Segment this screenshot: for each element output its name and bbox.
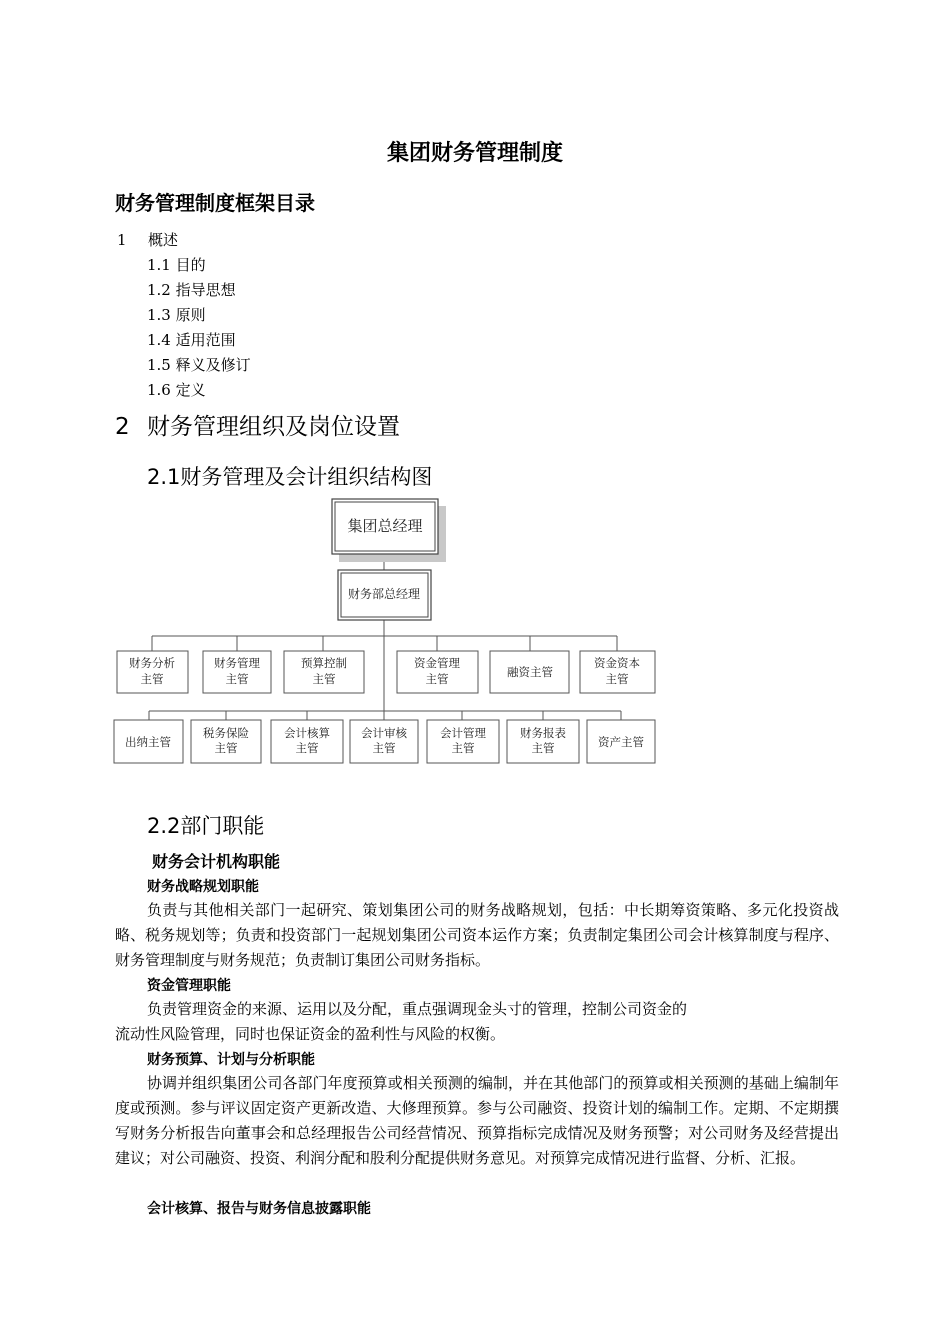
- ceo-label: 集团总经理: [347, 517, 423, 535]
- toc-item: 1.1 目的: [147, 256, 206, 274]
- toc-section-1-label: 概述: [148, 231, 179, 249]
- org-box-label: 资金资本: [594, 656, 640, 670]
- capital-line-1: 负责管理资金的来源、运用以及分配，重点强调现金头寸的管理，控制公司资金的: [147, 1000, 688, 1018]
- toc-item: 1.6 定义: [147, 381, 206, 399]
- org-box-label: 主管: [451, 741, 475, 755]
- org-box-label: 财务报表: [520, 726, 566, 740]
- toc-item: 1.5 释义及修订: [147, 356, 251, 374]
- toc-heading: 财务管理制度框架目录: [115, 191, 315, 215]
- org-box-label: 主管: [295, 741, 319, 755]
- org-box-label: 主管: [605, 672, 629, 686]
- section-2-label: 财务管理组织及岗位设置: [147, 414, 400, 440]
- org-box-label: 会计管理: [440, 726, 486, 740]
- org-box-label: 会计审核: [361, 726, 407, 740]
- org-box-label: 主管: [372, 741, 396, 755]
- dept-functions-heading: 财务会计机构职能: [152, 852, 281, 871]
- capital-line-2: 流动性风险管理，同时也保证资金的盈利性与风险的权衡。: [115, 1025, 506, 1043]
- toc-item: 1.3 原则: [147, 306, 206, 324]
- accounting-title: 会计核算、报告与财务信息披露职能: [147, 1201, 371, 1217]
- capital-title: 资金管理职能: [147, 978, 231, 994]
- toc-item: 1.4 适用范围: [147, 331, 236, 349]
- org-box-label: 税务保险: [203, 726, 249, 740]
- org-box-label: 主管: [214, 741, 238, 755]
- strategy-title: 财务战略规划职能: [147, 879, 259, 895]
- org-box-label: 会计核算: [284, 726, 330, 740]
- capital-paragraph: [115, 997, 839, 1047]
- toc-section-1-number: 1: [117, 231, 127, 249]
- budget-title: 财务预算、计划与分析职能: [147, 1052, 315, 1068]
- org-box-label: 资产主管: [598, 735, 644, 749]
- section-2-2-heading: 2.2部门职能: [147, 814, 265, 838]
- org-box-label: 预算控制: [301, 656, 347, 670]
- org-box-label: 融资主管: [507, 665, 553, 679]
- toc-item: 1.2 指导思想: [147, 281, 236, 299]
- org-box-label: 财务分析: [129, 656, 175, 670]
- strategy-paragraph: 负责与其他相关部门一起研究、策划集团公司的财务战略规划，包括：中长期筹资策略、多元化投资战略、税务规划等；负责和投资部门一起规划集团公司资本运作方案；负责制定集团公司会计核算制度与程序、财务管理制度与财务规范；负责制订集团公司财务指标。: [115, 901, 839, 969]
- section-2-1-heading: 2.1财务管理及会计组织结构图: [147, 465, 433, 489]
- org-box-label: 资金管理: [414, 656, 460, 670]
- org-box-label: 主管: [425, 672, 449, 686]
- org-box-label: 出纳主管: [125, 735, 171, 749]
- document-title: 集团财务管理制度: [386, 141, 563, 166]
- org-box-label: 财务管理: [214, 656, 260, 670]
- budget-paragraph: 协调并组织集团公司各部门年度预算或相关预测的编制，并在其他部门的预算或相关预测的基础上编制年度或预测。参与评议固定资产更新改造、大修理预算。参与公司融资、投资计划的编制工作。定期、不定期撰写财务分析报告向董事会和总经理报告公司经营情况、预算指标完成情况及财务预警；对公司财务及经营提出建议；对公司融资、投资、利润分配和股利分配提供财务意见。对预算完成情况进行监督、分析、汇报。: [115, 1074, 839, 1167]
- section-2-number: 2: [115, 414, 130, 440]
- org-box-label: 主管: [225, 672, 249, 686]
- org-box-label: 主管: [140, 672, 164, 686]
- org-box-label: 主管: [531, 741, 555, 755]
- finance-head-label: 财务部总经理: [347, 587, 421, 601]
- org-box-label: 主管: [312, 672, 336, 686]
